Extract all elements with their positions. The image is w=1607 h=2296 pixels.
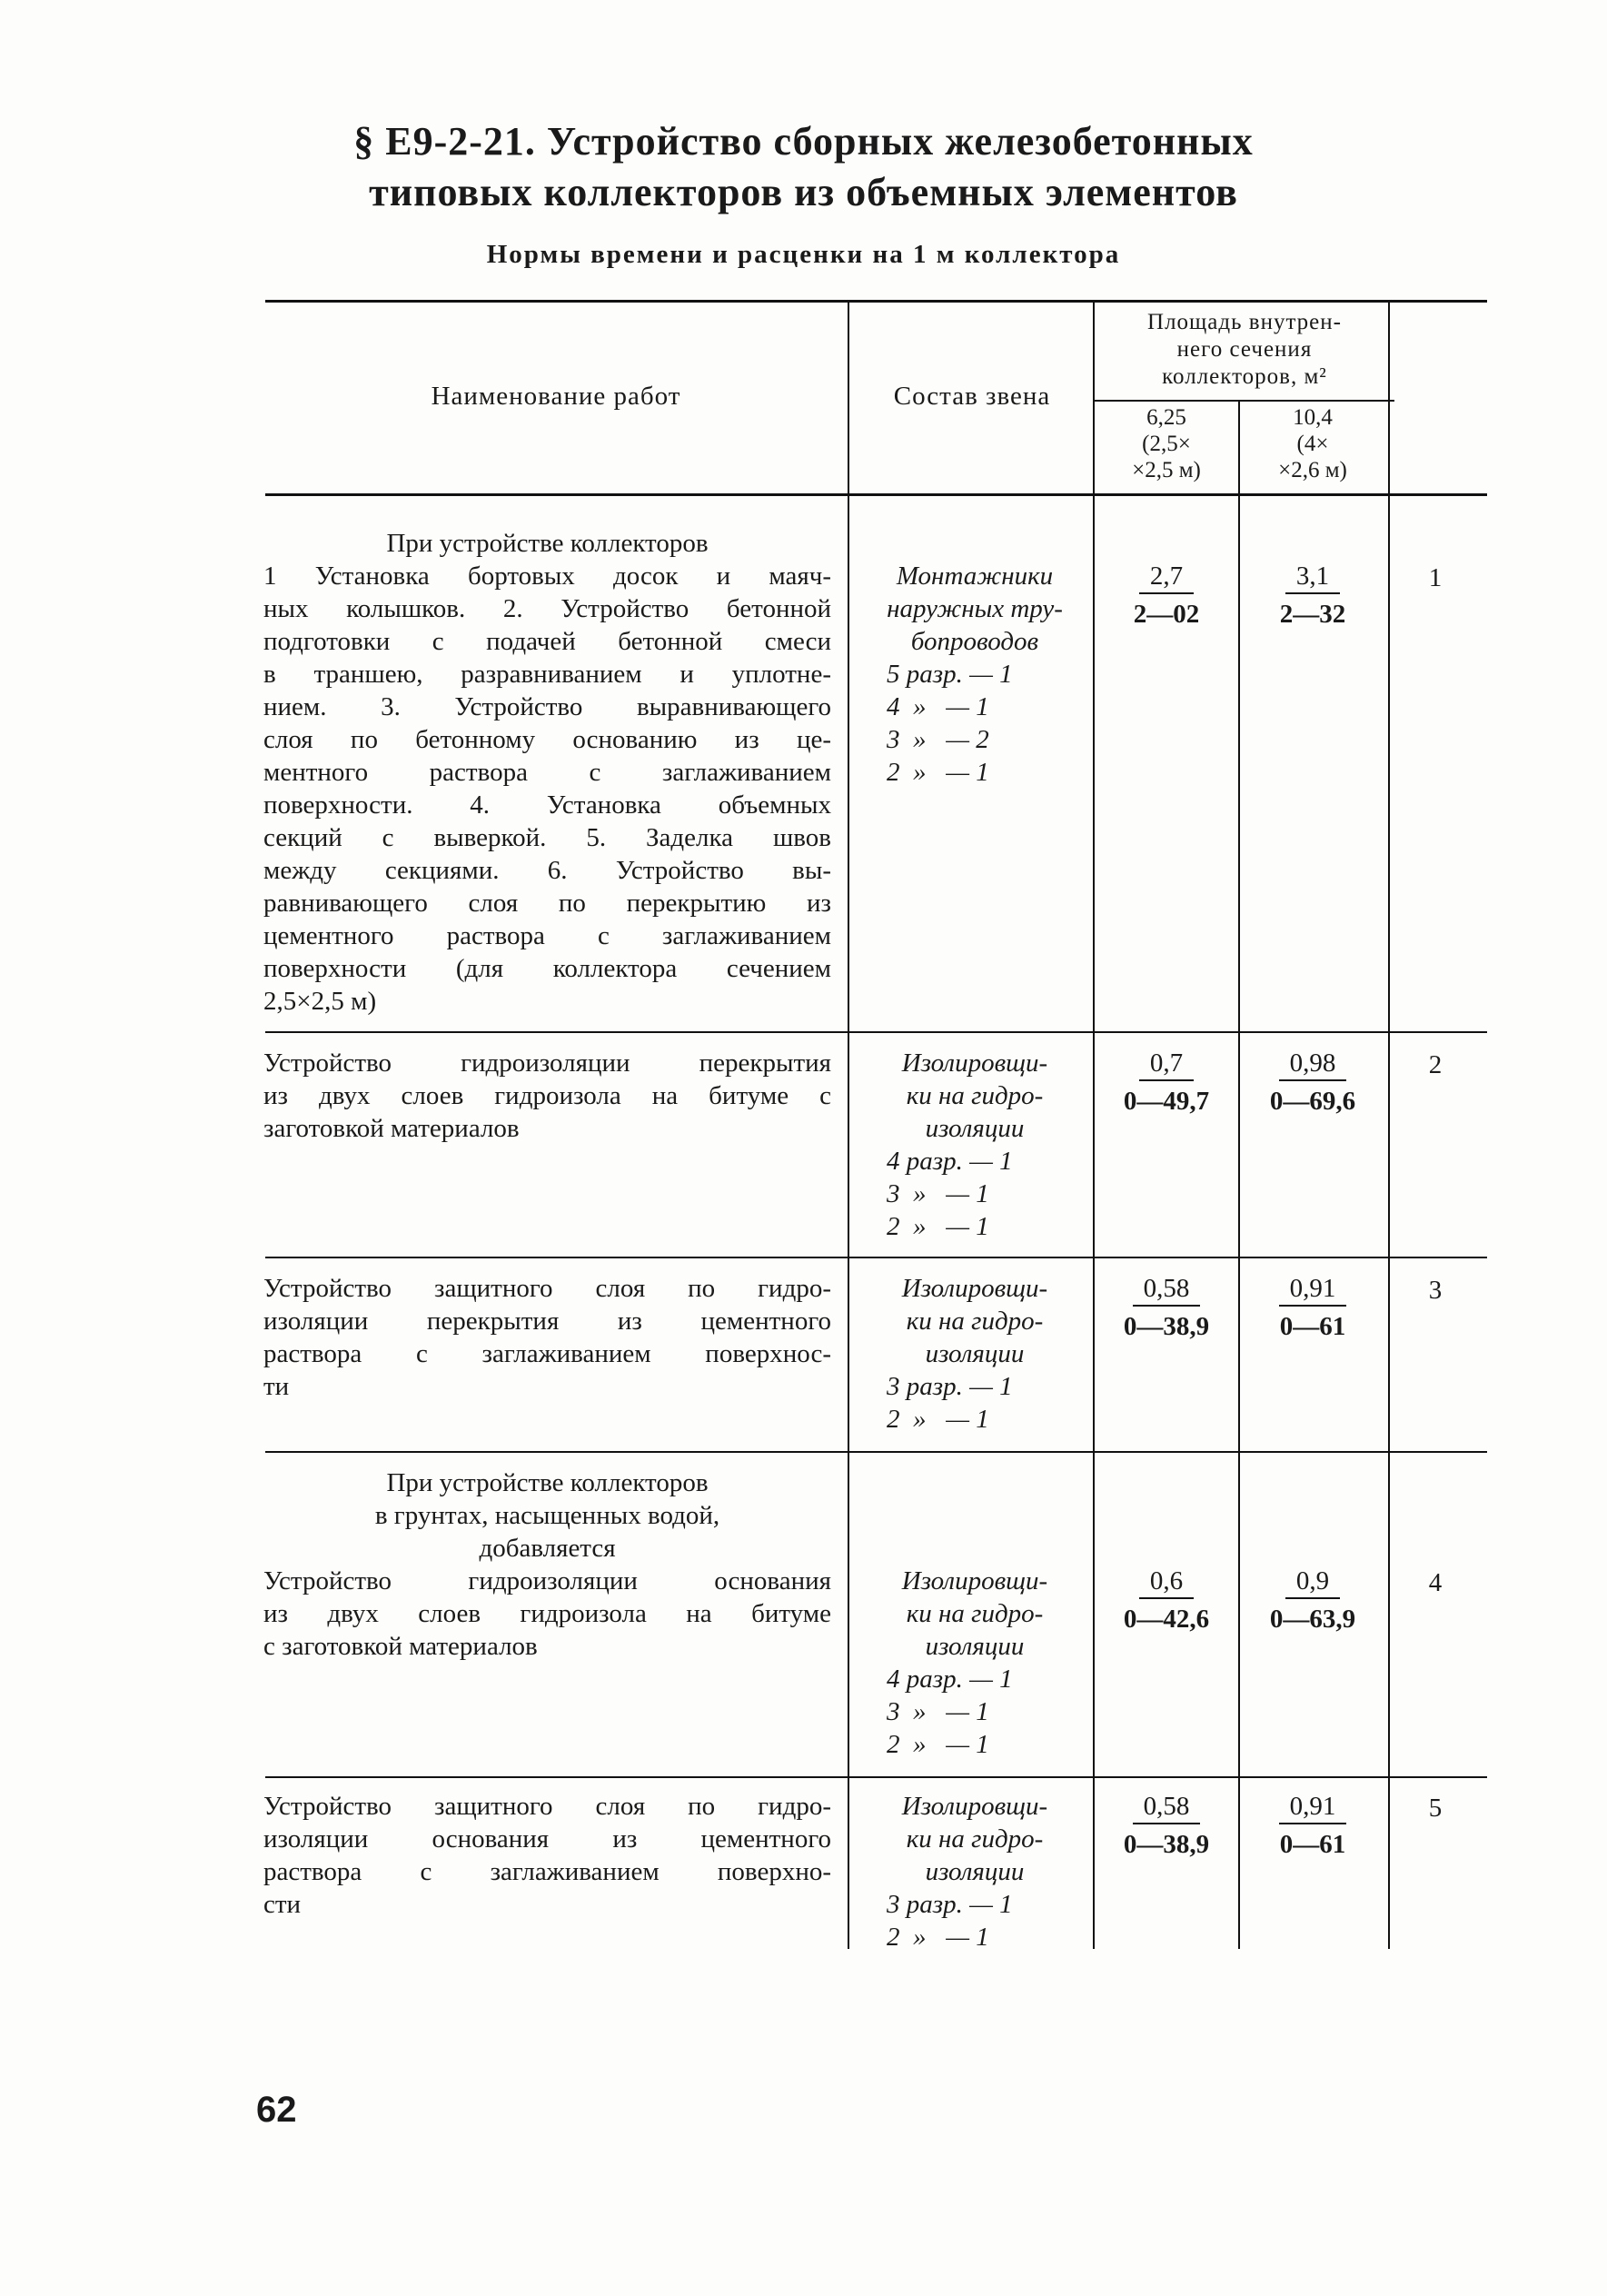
crew-line: изоляции [925,1339,1025,1368]
row-1-name-line: подготовки с подачей бетонной смеси [263,627,831,656]
row-4-heading: добавляется [479,1534,616,1563]
header-work-name: Наименование работ [431,382,681,411]
crew-line: Изолировщи- [901,1566,1048,1595]
row-4-name-line: с заготовкой материалов [263,1632,538,1661]
time-norm: 0,58 [1133,1272,1201,1307]
rate: 2—02 [1133,600,1200,629]
row-5-crew [861,1790,1088,1953]
row-1-name-line: поверхности (для коллектора сечением [263,954,831,983]
crew-line: 3 » — 2 [887,725,989,754]
row-1-work-name [263,527,831,1018]
header-area-line: коллекторов, м² [1162,364,1327,389]
row-5-name-line: Устройство защитного слоя по гидро- [263,1792,831,1821]
row-1-heading: При устройстве коллекторов [386,529,709,558]
crew-line: 3 разр. — 1 [887,1890,1013,1919]
crew-line: 4 разр. — 1 [887,1147,1013,1176]
crew-line: ки на гидро- [906,1599,1044,1628]
crew-line: бопроводов [910,627,1039,656]
time-norm: 0,98 [1279,1047,1347,1081]
row-4-norm-b [1245,1565,1381,1635]
row-3-number: 3 [1428,1276,1443,1305]
row-1-name-line: между секциями. 6. Устройство вы- [263,856,831,885]
crew-line: изоляции [925,1632,1025,1661]
row-1-name-line: слоя по бетонному основанию из це- [263,725,831,754]
header-col-b-line: ×2,6 м) [1278,458,1347,482]
row-1-name-line: ментного раствора с заглаживанием [263,758,831,787]
rate: 0—38,9 [1123,1830,1210,1859]
row-3-name-line: Устройство защитного слоя по гидро- [263,1274,831,1303]
row-rule-2 [265,1257,1487,1258]
row-1-number: 1 [1428,563,1443,592]
row-rule-1 [265,1031,1487,1033]
row-5-name-line: сти [263,1890,302,1919]
row-1-crew [861,560,1088,789]
crew-line: наружных тру- [887,594,1063,623]
crew-line: 2 » — 1 [887,1405,989,1434]
header-area [1095,309,1394,391]
row-4-name-line: из двух слоев гидроизола на битуме [263,1599,831,1628]
row-2-name-line: Устройство гидроизоляции перекрытия [263,1049,831,1078]
time-norm: 0,91 [1279,1790,1347,1824]
crew-line: Изолировщи- [901,1274,1048,1303]
row-3-norm-a [1098,1272,1235,1343]
row-2-crew [861,1047,1088,1243]
header-col-b [1241,404,1384,483]
crew-line: Монтажники [896,562,1054,591]
row-1-name-line: секций с выверкой. 5. Заделка швов [263,823,831,852]
header-col-a-line: (2,5× [1142,432,1191,456]
time-norm: 0,9 [1285,1565,1340,1599]
crew-line: 2 » — 1 [887,1212,989,1241]
rate: 0—42,6 [1123,1605,1210,1634]
rate: 0—38,9 [1123,1312,1210,1341]
header-area-line: него сечения [1176,337,1313,362]
row-1-name-line: равнивающего слоя по перекрытию из [263,889,831,918]
crew-line: 3 » — 1 [887,1697,989,1726]
title-line-2: типовых коллекторов из объемных элементов [369,170,1238,214]
crew-line: 2 » — 1 [887,1923,989,1952]
header-col-a-line: 6,25 [1146,405,1186,430]
rate: 0—61 [1279,1830,1346,1859]
row-2-work-name [263,1047,831,1145]
row-3-norm-b [1245,1272,1381,1343]
row-3-crew [861,1272,1088,1436]
row-5-work-name [263,1790,831,1921]
header-area-line: Площадь внутрен- [1147,310,1342,334]
time-norm: 0,7 [1139,1047,1194,1081]
col-divider-1 [848,302,849,1949]
row-1-name-line: ных колышков. 2. Устройство бетонной [263,594,831,623]
row-2-norm-b [1245,1047,1381,1118]
crew-line: 5 разр. — 1 [887,660,1013,689]
row-5-name-line: изоляции основания из цементного [263,1824,831,1854]
row-1-name-line: цементного раствора с заглаживанием [263,921,831,950]
crew-line: Изолировщи- [901,1049,1048,1078]
row-4-crew [861,1565,1088,1761]
col-divider-4 [1388,302,1390,1949]
rate: 2—32 [1279,600,1346,629]
crew-line: Изолировщи- [901,1792,1048,1821]
row-2-number: 2 [1428,1050,1443,1079]
rate: 0—61 [1279,1312,1346,1341]
time-norm: 0,91 [1279,1272,1347,1307]
header-col-b-line: 10,4 [1293,405,1333,430]
row-1-name-line: 1 Установка бортовых досок и маяч- [263,562,831,591]
row-1-name-line: поверхности. 4. Установка объемных [263,790,831,820]
row-1-norm-a [1098,560,1235,631]
row-rule-3 [265,1451,1487,1453]
crew-line: ки на гидро- [906,1081,1044,1110]
time-norm: 2,7 [1139,560,1194,594]
row-5-norm-b [1245,1790,1381,1861]
crew-line: изоляции [925,1114,1025,1143]
col-divider-3 [1238,400,1240,1949]
row-4-heading: При устройстве коллекторов [386,1468,709,1497]
title-line-1: § Е9-2-21. Устройство сборных железобетонных [353,119,1254,164]
crew-line: 3 » — 1 [887,1179,989,1208]
row-rule-4 [265,1776,1487,1778]
header-col-b-line: (4× [1296,432,1329,456]
row-4-norm-a [1098,1565,1235,1635]
page-number: 62 [256,2090,297,2130]
row-3-name-line: ти [263,1372,290,1401]
col-divider-2 [1093,302,1095,1949]
row-4-heading: в грунтах, насыщенных водой, [374,1501,720,1530]
row-3-name-line: изоляции перекрытия из цементного [263,1307,831,1336]
area-subheader-rule [1095,400,1394,402]
row-3-work-name [263,1272,831,1403]
row-5-name-line: раствора с заглаживанием поверхно- [263,1857,831,1886]
crew-line: изоляции [925,1857,1025,1886]
header-bottom-rule [265,493,1487,496]
row-5-number: 5 [1428,1794,1443,1823]
table-subtitle: Нормы времени и расценки на 1 м коллектора [486,240,1121,269]
row-4-number: 4 [1428,1568,1443,1597]
row-4-name-line: Устройство гидроизоляции основания [263,1566,831,1595]
crew-line: ки на гидро- [906,1307,1044,1336]
row-2-name-line: заготовкой материалов [263,1114,520,1143]
header-crew: Состав звена [893,382,1051,411]
crew-line: ки на гидро- [906,1824,1044,1854]
row-1-name-line: 2,5×2,5 м) [263,987,377,1016]
table-top-rule [265,300,1487,303]
header-col-a-line: ×2,5 м) [1132,458,1201,482]
row-1-norm-b [1245,560,1381,631]
time-norm: 0,6 [1139,1565,1194,1599]
row-1-name-line: нием. 3. Устройство выравнивающего [263,692,831,721]
crew-line: 2 » — 1 [887,1730,989,1759]
row-1-name-line: в траншею, разравниванием и уплотне- [263,660,831,689]
crew-line: 4 » — 1 [887,692,989,721]
crew-line: 4 разр. — 1 [887,1665,1013,1694]
rate: 0—63,9 [1269,1605,1356,1634]
row-5-norm-a [1098,1790,1235,1861]
row-3-name-line: раствора с заглаживанием поверхнос- [263,1339,831,1368]
row-2-name-line: из двух слоев гидроизола на битуме с [263,1081,831,1110]
rate: 0—49,7 [1123,1087,1210,1116]
row-2-norm-a [1098,1047,1235,1118]
crew-line: 2 » — 1 [887,758,989,787]
row-4-work-name [263,1466,831,1663]
crew-line: 3 разр. — 1 [887,1372,1013,1401]
section-title [0,116,1607,218]
time-norm: 3,1 [1285,560,1340,594]
time-norm: 0,58 [1133,1790,1201,1824]
header-col-a [1095,404,1238,483]
rate: 0—69,6 [1269,1087,1356,1116]
